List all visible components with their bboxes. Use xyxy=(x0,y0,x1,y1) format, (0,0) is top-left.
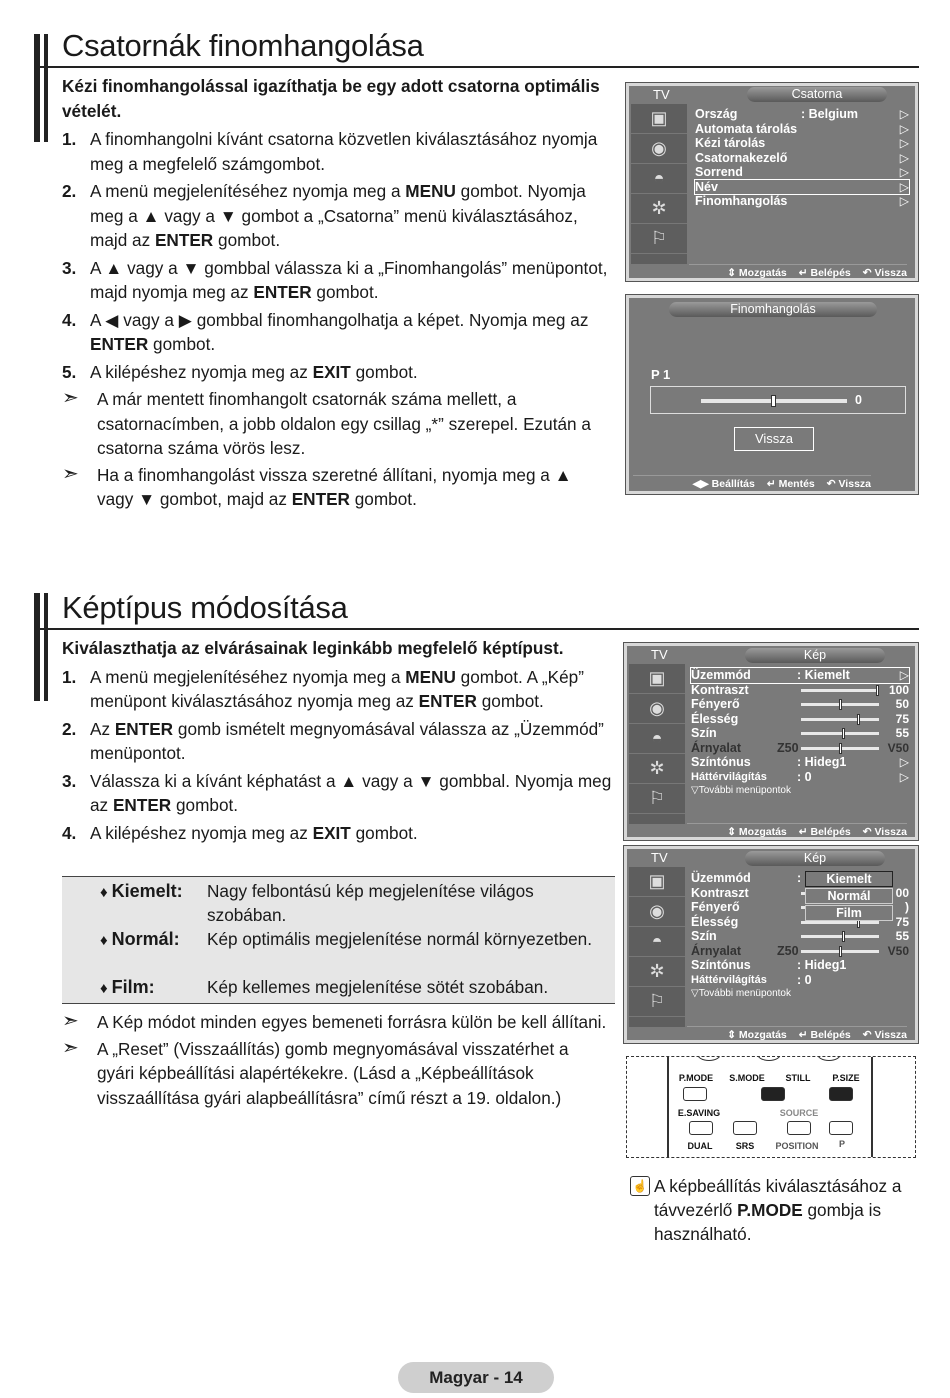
remote-body xyxy=(667,1056,873,1158)
menu-item-slider[interactable]: Élesség 75 xyxy=(691,711,909,726)
menu-item-slider-disabled: Árnyalat Z50 V50 xyxy=(691,740,909,755)
position-key-label: POSITION xyxy=(775,1141,819,1151)
mode-dropdown[interactable] xyxy=(805,871,893,921)
finetune-slider-knob[interactable] xyxy=(771,395,776,407)
step xyxy=(62,665,612,714)
menu-item-slider[interactable]: Szín 55 xyxy=(691,726,909,740)
osd-finetune xyxy=(626,295,918,494)
slider-knob[interactable] xyxy=(839,699,842,710)
channel-number: P 1 xyxy=(651,367,671,382)
remote-hint xyxy=(630,1174,920,1246)
osd-header: Finomhangolás xyxy=(669,302,877,317)
osd-menu-list xyxy=(691,668,909,799)
step-number: 5. xyxy=(62,361,77,382)
diamond-icon: ♦ xyxy=(100,884,108,901)
mode-key: ♦ Kiemelt: xyxy=(100,881,183,901)
step xyxy=(62,256,612,305)
osd-source-label: TV xyxy=(651,850,668,865)
menu-item[interactable]: Színtónus : Hideg1 ▷ xyxy=(691,755,909,769)
arrow-right-icon: ▷ xyxy=(899,755,909,769)
arrow-right-icon: ▷ xyxy=(899,769,909,784)
srs-button[interactable] xyxy=(733,1121,757,1135)
channel-icon: ◓ xyxy=(629,927,685,957)
smode-key-label: S.MODE xyxy=(729,1073,765,1083)
picture-icon: ▣ xyxy=(631,104,687,134)
channel-icon: ◓ xyxy=(631,164,687,194)
step xyxy=(62,308,612,357)
note xyxy=(62,1010,607,1035)
setup-icon: ✲ xyxy=(631,194,687,224)
psize-key-label: P.SIZE xyxy=(832,1073,860,1083)
section-bar xyxy=(34,34,40,142)
menu-item[interactable]: Háttérvilágítás : 0 xyxy=(691,972,812,987)
step-number: 4. xyxy=(62,822,77,843)
still-button[interactable] xyxy=(761,1087,785,1101)
step xyxy=(62,769,612,818)
step-number: 1. xyxy=(62,129,77,149)
menu-item[interactable]: Színtónus : Hideg1 xyxy=(691,958,847,972)
section1-text xyxy=(62,74,612,512)
sound-icon: ◉ xyxy=(629,694,685,724)
menu-item-selected[interactable]: Név ▷ xyxy=(695,179,909,194)
srs-key-label: SRS xyxy=(735,1141,755,1151)
step-text: A finomhangolni kívánt csatorna közvetlen kiválasztásához nyomja meg a megfelelő számgombot. xyxy=(90,129,598,174)
menu-item[interactable]: Automata tárolás ▷ xyxy=(695,121,909,136)
arrow-right-icon: ▷ xyxy=(899,165,909,179)
osd-header: Csatorna xyxy=(747,87,887,102)
note xyxy=(62,1037,607,1111)
step-number: 4. xyxy=(62,309,77,330)
setup-icon: ✲ xyxy=(629,957,685,987)
finetune-slider-track[interactable] xyxy=(701,399,847,403)
slider[interactable] xyxy=(801,718,879,721)
step-text: A kilépéshez nyomja meg az EXIT gombot. xyxy=(90,361,418,382)
section-bar xyxy=(44,34,48,142)
step-text: A menü megjelenítéséhez nyomja meg a MENU gombot. Nyomja meg a ▲ vagy a ▼ gombot a „Csatorna” menü kiválasztásához, majd az ENTER gombot. xyxy=(90,181,586,250)
step-text: A ▲ vagy a ▼ gombbal válassza ki a „Finomhangolás” menüpontot, majd nyomja meg az ENTER gombot. xyxy=(90,257,608,302)
menu-item-slider[interactable]: Fényerő 50 xyxy=(691,697,909,711)
osd-source-label: TV xyxy=(651,647,668,662)
arrow-right-icon: ▷ xyxy=(899,121,909,136)
slider xyxy=(801,747,879,750)
esaving-button[interactable] xyxy=(689,1121,713,1135)
menu-item[interactable]: Ország : Belgium ▷ xyxy=(695,107,909,121)
back-button[interactable]: Vissza xyxy=(734,427,814,451)
note-arrow-icon: ➣ xyxy=(62,462,79,485)
menu-item[interactable]: Finomhangolás ▷ xyxy=(695,194,909,208)
hand-icon: ☝ xyxy=(630,1176,650,1196)
more-items-link[interactable]: ▽További menüpontok xyxy=(691,785,791,796)
osd-picture-menu xyxy=(624,643,918,840)
picture-icon: ▣ xyxy=(629,867,685,897)
mode-key: ♦ Film: xyxy=(100,977,155,997)
pmode-button[interactable] xyxy=(683,1087,707,1101)
mode-description: Kép kellemes megjelenítése sötét szobában. xyxy=(207,977,549,997)
still-key-label: STILL xyxy=(785,1073,811,1083)
source-key-label: SOURCE xyxy=(779,1108,819,1118)
step xyxy=(62,360,612,385)
input-icon: ⚐ xyxy=(629,784,685,814)
mode-description: Kép optimális megjelenítése normál környezetben. xyxy=(207,929,593,949)
step-number: 2. xyxy=(62,181,77,201)
slider xyxy=(801,950,879,953)
finetune-value: 0 xyxy=(855,393,862,407)
menu-item[interactable]: Üzemmód : xyxy=(691,871,802,885)
section-title: Képtípus módosítása xyxy=(62,590,348,625)
p-up-button[interactable] xyxy=(829,1121,853,1135)
slider-knob[interactable] xyxy=(842,931,845,942)
menu-item-slider[interactable]: Fényerő ) xyxy=(691,900,909,914)
slider[interactable] xyxy=(801,935,879,938)
osd-footer: ⇕ Mozgatás ↵ Belépés ↶ Vissza xyxy=(689,264,907,280)
psize-button[interactable] xyxy=(829,1087,853,1101)
position-button[interactable] xyxy=(787,1121,811,1135)
osd-sidebar xyxy=(629,664,685,824)
intro-text: Kiválaszthatja az elvárásainak leginkább megfelelő képtípust. xyxy=(62,638,564,658)
dropdown-option[interactable]: Normál xyxy=(805,888,893,904)
note xyxy=(62,463,612,512)
note-arrow-icon: ➣ xyxy=(62,1036,79,1059)
section-title: Csatornák finomhangolása xyxy=(62,28,424,63)
slider-knob[interactable] xyxy=(839,946,842,957)
step-number: 2. xyxy=(62,718,77,739)
mode-description: Nagy felbontású kép megjelenítése világos szobában. xyxy=(207,881,534,925)
step-text: A menü megjelenítéséhez nyomja meg a MENU gombot. A „Kép” menüpont kiválasztásához nyomja meg az ENTER gombot. xyxy=(90,666,584,711)
mode-key: ♦ Normál: xyxy=(100,929,180,949)
menu-item[interactable]: Csatornakezelő ▷ xyxy=(695,150,909,165)
note-text: A „Reset” (Visszaállítás) gomb megnyomásával visszatérhet a gyári képbeállítási alapértékekre. (Lásd a „Képbeállítások visszaállítása gyári alapbeállításra” című részt a 19. oldalon.) xyxy=(97,1038,569,1108)
sound-icon: ◉ xyxy=(629,897,685,927)
step-number: 3. xyxy=(62,257,77,278)
osd-footer: ⇕ Mozgatás ↵ Belépés ↶ Vissza xyxy=(687,823,907,839)
osd-header: Kép xyxy=(745,648,885,663)
step-text: Válassza ki a kívánt képhatást a ▲ vagy a ▼ gombbal. Nyomja meg az ENTER gombot. xyxy=(90,770,612,815)
note-arrow-icon: ➣ xyxy=(62,1010,79,1032)
dropdown-option-selected[interactable]: Kiemelt xyxy=(805,871,893,887)
channel-icon: ◓ xyxy=(629,724,685,754)
menu-item[interactable]: Kézi tárolás ▷ xyxy=(695,136,909,150)
menu-item-slider-disabled: Árnyalat Z50 V50 xyxy=(691,943,909,958)
osd-header: Kép xyxy=(745,851,885,866)
intro-text: Kézi finomhangolással igazíthatja be egy adott csatorna optimális vételét. xyxy=(62,76,600,121)
mode-row xyxy=(62,879,615,927)
arrow-right-icon: ▷ xyxy=(899,194,909,208)
slider[interactable] xyxy=(801,732,879,735)
slider-knob[interactable] xyxy=(857,714,860,725)
picture-icon: ▣ xyxy=(629,664,685,694)
osd-footer: ◀▶ Beállítás ↵ Mentés ↶ Vissza xyxy=(633,475,871,491)
setup-icon: ✲ xyxy=(629,754,685,784)
menu-item-selected[interactable]: Üzemmód : Kiemelt ▷ xyxy=(691,668,909,682)
osd-sidebar xyxy=(629,867,685,1027)
arrow-right-icon: ▷ xyxy=(899,107,909,121)
esaving-key-label: E.SAVING xyxy=(677,1108,721,1118)
pmode-key-label: P.MODE xyxy=(678,1073,714,1083)
menu-item-slider[interactable]: Élesség 75 xyxy=(691,914,909,929)
osd-source-label: TV xyxy=(653,87,670,102)
more-items-link[interactable]: ▽További menüpontok xyxy=(691,988,791,999)
note-arrow-icon: ➣ xyxy=(62,387,79,409)
step-number: 1. xyxy=(62,666,77,687)
step-text: A kilépéshez nyomja meg az EXIT gombot. xyxy=(90,822,418,843)
diamond-icon: ♦ xyxy=(100,980,108,997)
p-key-label: P xyxy=(838,1139,845,1149)
slider-knob[interactable] xyxy=(839,743,842,754)
diamond-icon: ♦ xyxy=(100,932,108,949)
dropdown-option[interactable]: Film xyxy=(805,905,893,921)
arrow-right-icon: ▷ xyxy=(899,150,909,165)
step-text: Az ENTER gomb ismételt megnyomásával válassza az „Üzemmód” menüpontot. xyxy=(90,718,604,763)
osd-picture-menu-dropdown xyxy=(624,846,918,1043)
slider[interactable] xyxy=(801,689,879,692)
note-text: A Kép módot minden egyes bemeneti forrásra külön be kell állítani. xyxy=(97,1012,607,1032)
step xyxy=(62,127,612,176)
slider[interactable] xyxy=(801,703,879,706)
menu-item-slider[interactable]: Szín 55 xyxy=(691,929,909,943)
page-number-badge: Magyar - 14 xyxy=(398,1362,554,1393)
input-icon: ⚐ xyxy=(631,224,687,254)
finetune-slider-box[interactable] xyxy=(650,386,906,414)
hint-text: A képbeállítás kiválasztásához a távvezérlő P.MODE gombja is használható. xyxy=(654,1176,902,1244)
mode-row xyxy=(62,927,615,975)
osd-sidebar xyxy=(631,104,687,264)
remote-control-illustration xyxy=(626,1056,916,1158)
note-text: Ha a finomhangolást vissza szeretné állítani, nyomja meg a ▲ vagy ▼ gombot, majd az ENTER gombot. xyxy=(97,464,572,509)
step-text: A ◀ vagy a ▶ gombbal finomhangolhatja a képet. Nyomja meg az ENTER gombot. xyxy=(90,309,589,354)
slider-knob[interactable] xyxy=(842,728,845,739)
arrow-right-icon: ▷ xyxy=(899,668,909,682)
step xyxy=(62,179,612,253)
menu-item[interactable]: Sorrend ▷ xyxy=(695,165,909,179)
arrow-right-icon: ▷ xyxy=(899,179,909,194)
step xyxy=(62,821,612,846)
section2-text xyxy=(62,636,612,848)
step xyxy=(62,717,612,766)
menu-item-slider[interactable]: Kontraszt 100 xyxy=(691,682,909,697)
section-rule xyxy=(34,628,919,630)
osd-footer: ⇕ Mozgatás ↵ Belépés ↶ Vissza xyxy=(687,1026,907,1042)
slider-knob[interactable] xyxy=(876,685,879,696)
menu-item[interactable]: Háttérvilágítás : 0 ▷ xyxy=(691,769,909,784)
step-number: 3. xyxy=(62,770,77,791)
picture-mode-table xyxy=(62,876,615,1004)
note-text: A már mentett finomhangolt csatornák száma mellett, a csatornacímben, a jobb oldalon egy csillag „*” szerepel. Ezután a csatorna száma vörös lesz. xyxy=(97,389,591,458)
osd-channel-menu xyxy=(626,83,918,281)
input-icon: ⚐ xyxy=(629,987,685,1017)
section2-notes xyxy=(62,1008,607,1110)
section-bar xyxy=(34,593,40,701)
mode-row xyxy=(62,975,615,1001)
section-bar xyxy=(44,593,48,701)
menu-item-slider[interactable]: Kontraszt 00 xyxy=(691,885,909,900)
osd-menu-list xyxy=(695,107,909,209)
dual-key-label: DUAL xyxy=(687,1141,713,1151)
arrow-right-icon: ▷ xyxy=(899,136,909,150)
section-rule xyxy=(34,66,919,68)
sound-icon: ◉ xyxy=(631,134,687,164)
note xyxy=(62,387,612,461)
